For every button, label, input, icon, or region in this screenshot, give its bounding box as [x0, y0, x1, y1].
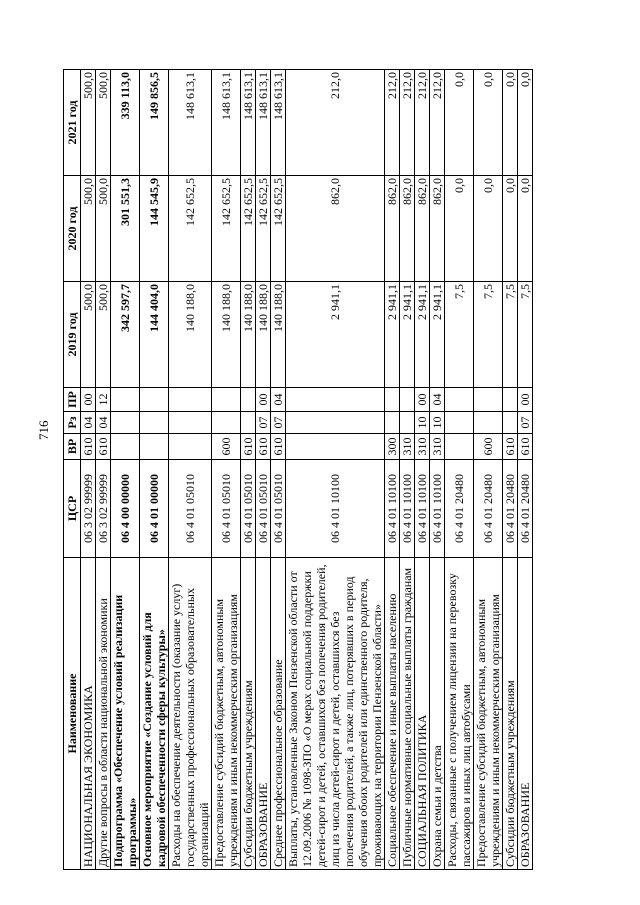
cell-2019: 140 188,0 [271, 282, 286, 388]
table-row [140, 70, 169, 870]
cell-csr: 06 4 01 00000 [140, 460, 169, 558]
cell-pr [111, 388, 140, 412]
table-row [445, 70, 474, 870]
cell-2019: 7,5 [518, 282, 533, 388]
cell-vr: 610 [271, 434, 286, 460]
cell-2021: 212,0 [400, 70, 415, 176]
header-name: Наименование [64, 558, 81, 870]
cell-rz [445, 412, 474, 434]
cell-rz [503, 412, 518, 434]
cell-2021: 148 613,1 [212, 70, 241, 176]
cell-2020: 0,0 [445, 176, 474, 282]
cell-2021: 212,0 [430, 70, 445, 176]
table-row [474, 70, 503, 870]
cell-2021: 148 613,1 [241, 70, 256, 176]
cell-2020: 862,0 [286, 176, 385, 282]
cell-2019: 140 188,0 [241, 282, 256, 388]
cell-pr: 00 [518, 388, 533, 412]
cell-2019: 140 188,0 [256, 282, 271, 388]
cell-2021: 0,0 [445, 70, 474, 176]
cell-rz: 07 [518, 412, 533, 434]
cell-2021: 212,0 [415, 70, 430, 176]
cell-2020: 862,0 [385, 176, 400, 282]
cell-2019: 140 188,0 [212, 282, 241, 388]
cell-2020: 500,0 [81, 176, 96, 282]
cell-2020: 142 652,5 [256, 176, 271, 282]
cell-pr [286, 388, 385, 412]
cell-csr: 06 4 01 10100 [400, 460, 415, 558]
table-row [518, 70, 533, 870]
cell-vr [111, 434, 140, 460]
table-row [430, 70, 445, 870]
cell-pr [503, 388, 518, 412]
cell-2020: 0,0 [518, 176, 533, 282]
cell-csr: 06 4 01 10100 [415, 460, 430, 558]
cell-2021: 148 613,1 [271, 70, 286, 176]
cell-pr [445, 388, 474, 412]
cell-2021: 0,0 [474, 70, 503, 176]
cell-2020: 142 652,5 [169, 176, 212, 282]
cell-2020: 0,0 [474, 176, 503, 282]
cell-csr: 06 4 00 00000 [111, 460, 140, 558]
cell-vr: 310 [430, 434, 445, 460]
cell-csr: 06 3 02 99999 [96, 460, 111, 558]
cell-vr: 610 [518, 434, 533, 460]
cell-rz [286, 412, 385, 434]
cell-2019: 7,5 [474, 282, 503, 388]
cell-2019: 2 941,1 [286, 282, 385, 388]
cell-name: ОБРАЗОВАНИЕ [518, 558, 533, 870]
table-row [212, 70, 241, 870]
cell-name: Выплаты, установленные Законом Пензенской области от 12.09.2006 № 1098-ЗПО «О мерах социальной поддержки детей-сирот и детей, оставшихся без попечения родителей, лиц из числа детей-сирот и детей, оставшихся без попечения родителей, а также лиц, потерявших в период обучения обоих родителей или единственного родителя, проживающих на территории Пензенской области» [286, 558, 385, 870]
cell-2021: 148 613,1 [256, 70, 271, 176]
cell-rz [140, 412, 169, 434]
table-row [241, 70, 256, 870]
header-2020: 2020 год [64, 176, 81, 282]
table-row [385, 70, 400, 870]
cell-2021: 149 856,5 [140, 70, 169, 176]
cell-csr: 06 4 01 20480 [518, 460, 533, 558]
cell-name: Публичные нормативные социальные выплаты гражданам [400, 558, 415, 870]
cell-csr: 06 4 01 10100 [286, 460, 385, 558]
cell-csr: 06 4 01 05010 [241, 460, 256, 558]
cell-csr: 06 4 01 10100 [385, 460, 400, 558]
cell-pr [212, 388, 241, 412]
cell-rz [474, 412, 503, 434]
cell-vr: 300 [385, 434, 400, 460]
cell-name: Другие вопросы в области национальной экономики [96, 558, 111, 870]
cell-vr [286, 434, 385, 460]
cell-vr: 610 [96, 434, 111, 460]
table-row [503, 70, 518, 870]
header-csr: ЦСР [64, 460, 81, 558]
cell-name: Социальное обеспечение и иные выплаты населению [385, 558, 400, 870]
cell-2021: 0,0 [518, 70, 533, 176]
cell-2020: 142 652,5 [241, 176, 256, 282]
cell-2021: 339 113,0 [111, 70, 140, 176]
table-row [169, 70, 212, 870]
cell-rz [212, 412, 241, 434]
cell-2020: 862,0 [430, 176, 445, 282]
cell-pr: 00 [81, 388, 96, 412]
cell-2020: 862,0 [400, 176, 415, 282]
cell-2019: 7,5 [503, 282, 518, 388]
cell-csr: 06 4 01 10100 [430, 460, 445, 558]
header-2019: 2019 год [64, 282, 81, 388]
cell-2019: 7,5 [445, 282, 474, 388]
cell-pr: 04 [271, 388, 286, 412]
cell-rz: 07 [256, 412, 271, 434]
cell-pr: 00 [415, 388, 430, 412]
table-header-row [64, 70, 81, 870]
cell-2019: 2 941,1 [385, 282, 400, 388]
cell-pr [474, 388, 503, 412]
cell-vr [140, 434, 169, 460]
cell-vr: 310 [400, 434, 415, 460]
cell-2020: 301 551,3 [111, 176, 140, 282]
cell-name: Охрана семьи и детства [430, 558, 445, 870]
cell-rz [111, 412, 140, 434]
cell-2021: 500,0 [96, 70, 111, 176]
cell-2019: 500,0 [81, 282, 96, 388]
cell-name: НАЦИОНАЛЬНАЯ ЭКОНОМИКА [81, 558, 96, 870]
table-row [81, 70, 96, 870]
cell-rz [241, 412, 256, 434]
cell-2019: 144 404,0 [140, 282, 169, 388]
cell-pr [241, 388, 256, 412]
cell-pr: 00 [256, 388, 271, 412]
cell-2019: 2 941,1 [430, 282, 445, 388]
cell-2019: 342 597,7 [111, 282, 140, 388]
cell-rz: 07 [271, 412, 286, 434]
cell-vr: 600 [474, 434, 503, 460]
cell-2021: 0,0 [503, 70, 518, 176]
table-row [256, 70, 271, 870]
table-row [271, 70, 286, 870]
cell-pr: 04 [430, 388, 445, 412]
cell-vr: 610 [81, 434, 96, 460]
cell-2021: 500,0 [81, 70, 96, 176]
cell-name: ОБРАЗОВАНИЕ [256, 558, 271, 870]
cell-name: Предоставление субсидий бюджетным, автономным учреждениям и иным некоммерческим организациям [474, 558, 503, 870]
cell-csr: 06 4 01 05010 [256, 460, 271, 558]
cell-2021: 212,0 [385, 70, 400, 176]
cell-csr: 06 4 01 05010 [169, 460, 212, 558]
cell-2020: 142 652,5 [212, 176, 241, 282]
cell-name: Среднее профессиональное образование [271, 558, 286, 870]
cell-vr: 610 [256, 434, 271, 460]
header-pr: ПР [64, 388, 81, 412]
cell-2020: 144 545,9 [140, 176, 169, 282]
cell-csr: 06 4 01 20480 [445, 460, 474, 558]
cell-pr: 12 [96, 388, 111, 412]
cell-pr [169, 388, 212, 412]
cell-name: Расходы, связанные с получением лицензии на перевозку пассажиров и иных лиц автобусами [445, 558, 474, 870]
cell-name: СОЦИАЛЬНАЯ ПОЛИТИКА [415, 558, 430, 870]
budget-table-container [63, 70, 563, 870]
cell-name: Субсидии бюджетным учреждениям [503, 558, 518, 870]
cell-2020: 862,0 [415, 176, 430, 282]
table-row [96, 70, 111, 870]
header-2021: 2021 год [64, 70, 81, 176]
cell-vr [445, 434, 474, 460]
cell-2020: 142 652,5 [271, 176, 286, 282]
cell-rz [400, 412, 415, 434]
cell-2019: 500,0 [96, 282, 111, 388]
cell-vr: 610 [241, 434, 256, 460]
cell-2020: 0,0 [503, 176, 518, 282]
cell-vr: 310 [415, 434, 430, 460]
table-body [81, 70, 533, 870]
cell-name: Субсидии бюджетным учреждениям [241, 558, 256, 870]
cell-vr: 600 [212, 434, 241, 460]
cell-pr [400, 388, 415, 412]
cell-name: Расходы на обеспечение деятельности (оказание услуг) государственных профессиональных образовательных организаций [169, 558, 212, 870]
cell-pr [385, 388, 400, 412]
cell-vr: 610 [503, 434, 518, 460]
cell-name: Подпрограмма «Обеспечение условий реализации программы» [111, 558, 140, 870]
cell-2020: 500,0 [96, 176, 111, 282]
cell-name: Основное мероприятие «Создание условий для кадровой обеспеченности сферы культуры» [140, 558, 169, 870]
table-row [415, 70, 430, 870]
header-rz: Рз [64, 412, 81, 434]
cell-rz: 10 [430, 412, 445, 434]
cell-rz: 04 [81, 412, 96, 434]
header-vr: ВР [64, 434, 81, 460]
cell-csr: 06 4 01 20480 [503, 460, 518, 558]
cell-2019: 2 941,1 [400, 282, 415, 388]
cell-rz [385, 412, 400, 434]
cell-csr: 06 3 02 99999 [81, 460, 96, 558]
table-row [111, 70, 140, 870]
cell-2019: 2 941,1 [415, 282, 430, 388]
table-row [286, 70, 385, 870]
cell-name: Предоставление субсидий бюджетным, автономным учреждениям и иным некоммерческим организациям [212, 558, 241, 870]
cell-pr [140, 388, 169, 412]
cell-csr: 06 4 01 05010 [212, 460, 241, 558]
page-number: 716 [36, 420, 51, 440]
cell-vr [169, 434, 212, 460]
cell-2019: 140 188,0 [169, 282, 212, 388]
cell-rz [169, 412, 212, 434]
cell-csr: 06 4 01 20480 [474, 460, 503, 558]
cell-rz: 10 [415, 412, 430, 434]
cell-csr: 06 4 01 05010 [271, 460, 286, 558]
cell-2021: 212,0 [286, 70, 385, 176]
budget-table [63, 69, 533, 870]
cell-2021: 148 613,1 [169, 70, 212, 176]
cell-rz: 04 [96, 412, 111, 434]
table-row [400, 70, 415, 870]
